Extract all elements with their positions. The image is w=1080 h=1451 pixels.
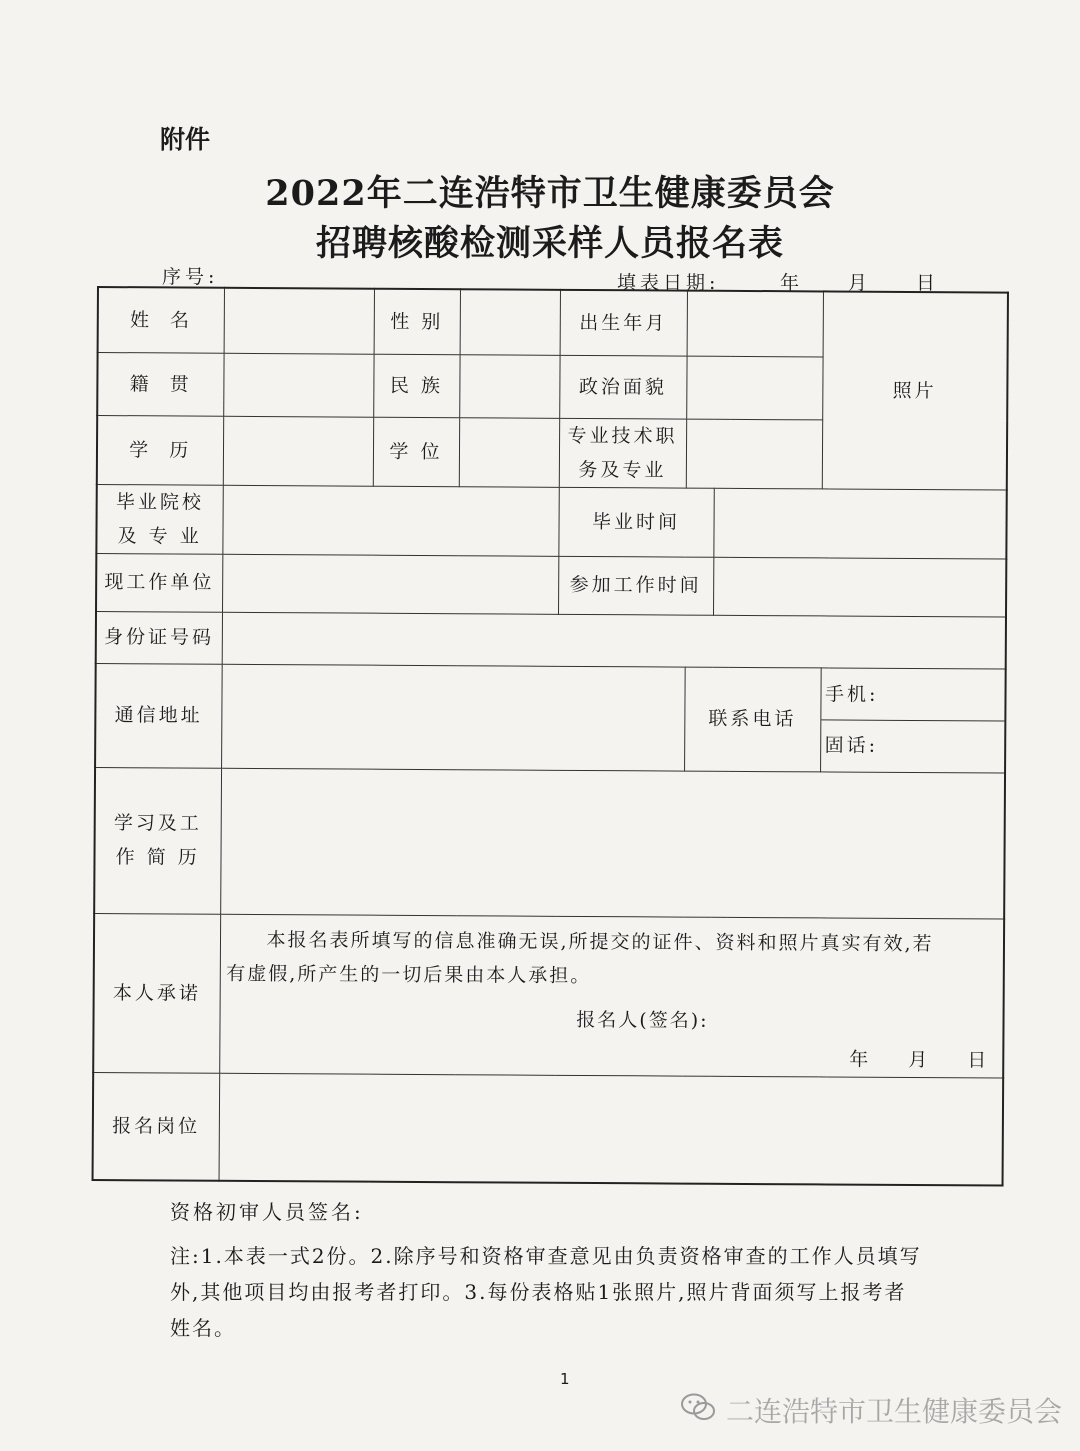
label-school-line2: 及 专 业: [117, 524, 202, 548]
phone-cell: [820, 667, 1006, 772]
label-address: 通信地址: [95, 663, 222, 768]
label-work-start: 参加工作时间: [558, 556, 713, 615]
field-native[interactable]: [223, 353, 373, 417]
field-gender[interactable]: [460, 289, 560, 355]
label-school: [96, 484, 222, 554]
field-work-start[interactable]: [713, 557, 1006, 617]
fill-date-day: 日: [916, 272, 936, 294]
field-id-number[interactable]: [222, 612, 1006, 669]
field-school[interactable]: [222, 485, 558, 556]
field-ethnicity[interactable]: [459, 354, 559, 418]
field-political[interactable]: [686, 356, 822, 420]
review-sign-label: 资格初审人员签名:: [170, 1200, 364, 1224]
field-address[interactable]: [221, 664, 685, 771]
label-employer: 现工作单位: [96, 553, 222, 612]
label-grad-time: 毕业时间: [558, 487, 713, 557]
label-gender: 性 别: [374, 289, 460, 355]
note-line-1: 注:1.本表一式2份。2.除序号和资格审查意见由负责资格审查的工作人员填写: [170, 1244, 922, 1268]
title-line-1: 2022年二连浩特市卫生健康委员会: [265, 173, 835, 214]
promise-text-line2: 有虚假,所产生的一切后果由本人承担。: [226, 962, 592, 987]
field-position[interactable]: [219, 1073, 1004, 1186]
attachment-label: 附件: [160, 125, 211, 154]
promise-date: 年 月 日: [849, 1048, 989, 1071]
label-resume-line1: 学习及工: [113, 812, 203, 835]
label-title-major-line2: 务及专业: [578, 458, 667, 481]
label-native: 籍 贯: [97, 352, 223, 416]
label-promise: 本人承诺: [93, 913, 220, 1073]
label-title-major: [559, 418, 686, 488]
field-name[interactable]: [224, 288, 374, 354]
signature-label: 报名人(签名):: [576, 1008, 709, 1032]
fill-date-month: 月: [848, 272, 868, 294]
label-resume-line2: 作 简 历: [115, 846, 200, 869]
label-education: 学 历: [97, 415, 223, 485]
fill-date-year: 年: [780, 272, 800, 294]
fill-date-label: 填表日期:: [617, 272, 720, 294]
serial-label: 序号:: [162, 266, 219, 288]
field-degree[interactable]: [459, 417, 559, 487]
watermark-text: 二连浩特市卫生健康委员会: [726, 1395, 1063, 1428]
promise-text-cell: [219, 914, 1004, 1078]
field-birth[interactable]: [687, 291, 823, 357]
label-degree: 学 位: [373, 417, 459, 487]
label-political: 政治面貌: [559, 355, 686, 419]
field-resume[interactable]: [220, 768, 1005, 919]
label-contact: 联系电话: [684, 667, 821, 772]
footer-note: [170, 1238, 970, 1346]
field-grad-time[interactable]: [713, 488, 1006, 559]
label-ethnicity: 民 族: [373, 354, 459, 418]
promise-text-line1: 本报名表所填写的信息准确无误,所提交的证件、资料和照片真实有效,若: [266, 928, 934, 955]
label-school-line1: 毕业院校: [115, 490, 204, 514]
label-name: 姓 名: [98, 287, 224, 353]
phone-subtable: [821, 669, 1005, 771]
registration-form-table: [92, 286, 1009, 1187]
field-title-major[interactable]: [686, 419, 822, 489]
note-line-2: 外,其他项目均由报考者打印。3.每份表格贴1张照片,照片背面须写上报考者: [170, 1280, 907, 1304]
page-number: 1: [560, 1370, 570, 1388]
label-resume: [94, 767, 221, 914]
wechat-icon: [680, 1392, 716, 1422]
field-education[interactable]: [223, 416, 373, 486]
photo-box: 照片: [822, 291, 1008, 489]
label-title-major-line1: 专业技术职: [567, 424, 678, 448]
note-line-3: 姓名。: [170, 1316, 236, 1340]
title-line-2: 招聘核酸检测采样人员报名表: [315, 223, 784, 264]
label-position: 报名岗位: [93, 1072, 220, 1181]
field-landline[interactable]: 固话:: [824, 733, 879, 757]
label-id-number: 身份证号码: [96, 611, 222, 664]
field-employer[interactable]: [222, 554, 558, 614]
field-mobile[interactable]: 手机:: [821, 669, 1005, 721]
label-birth: 出生年月: [560, 290, 687, 356]
